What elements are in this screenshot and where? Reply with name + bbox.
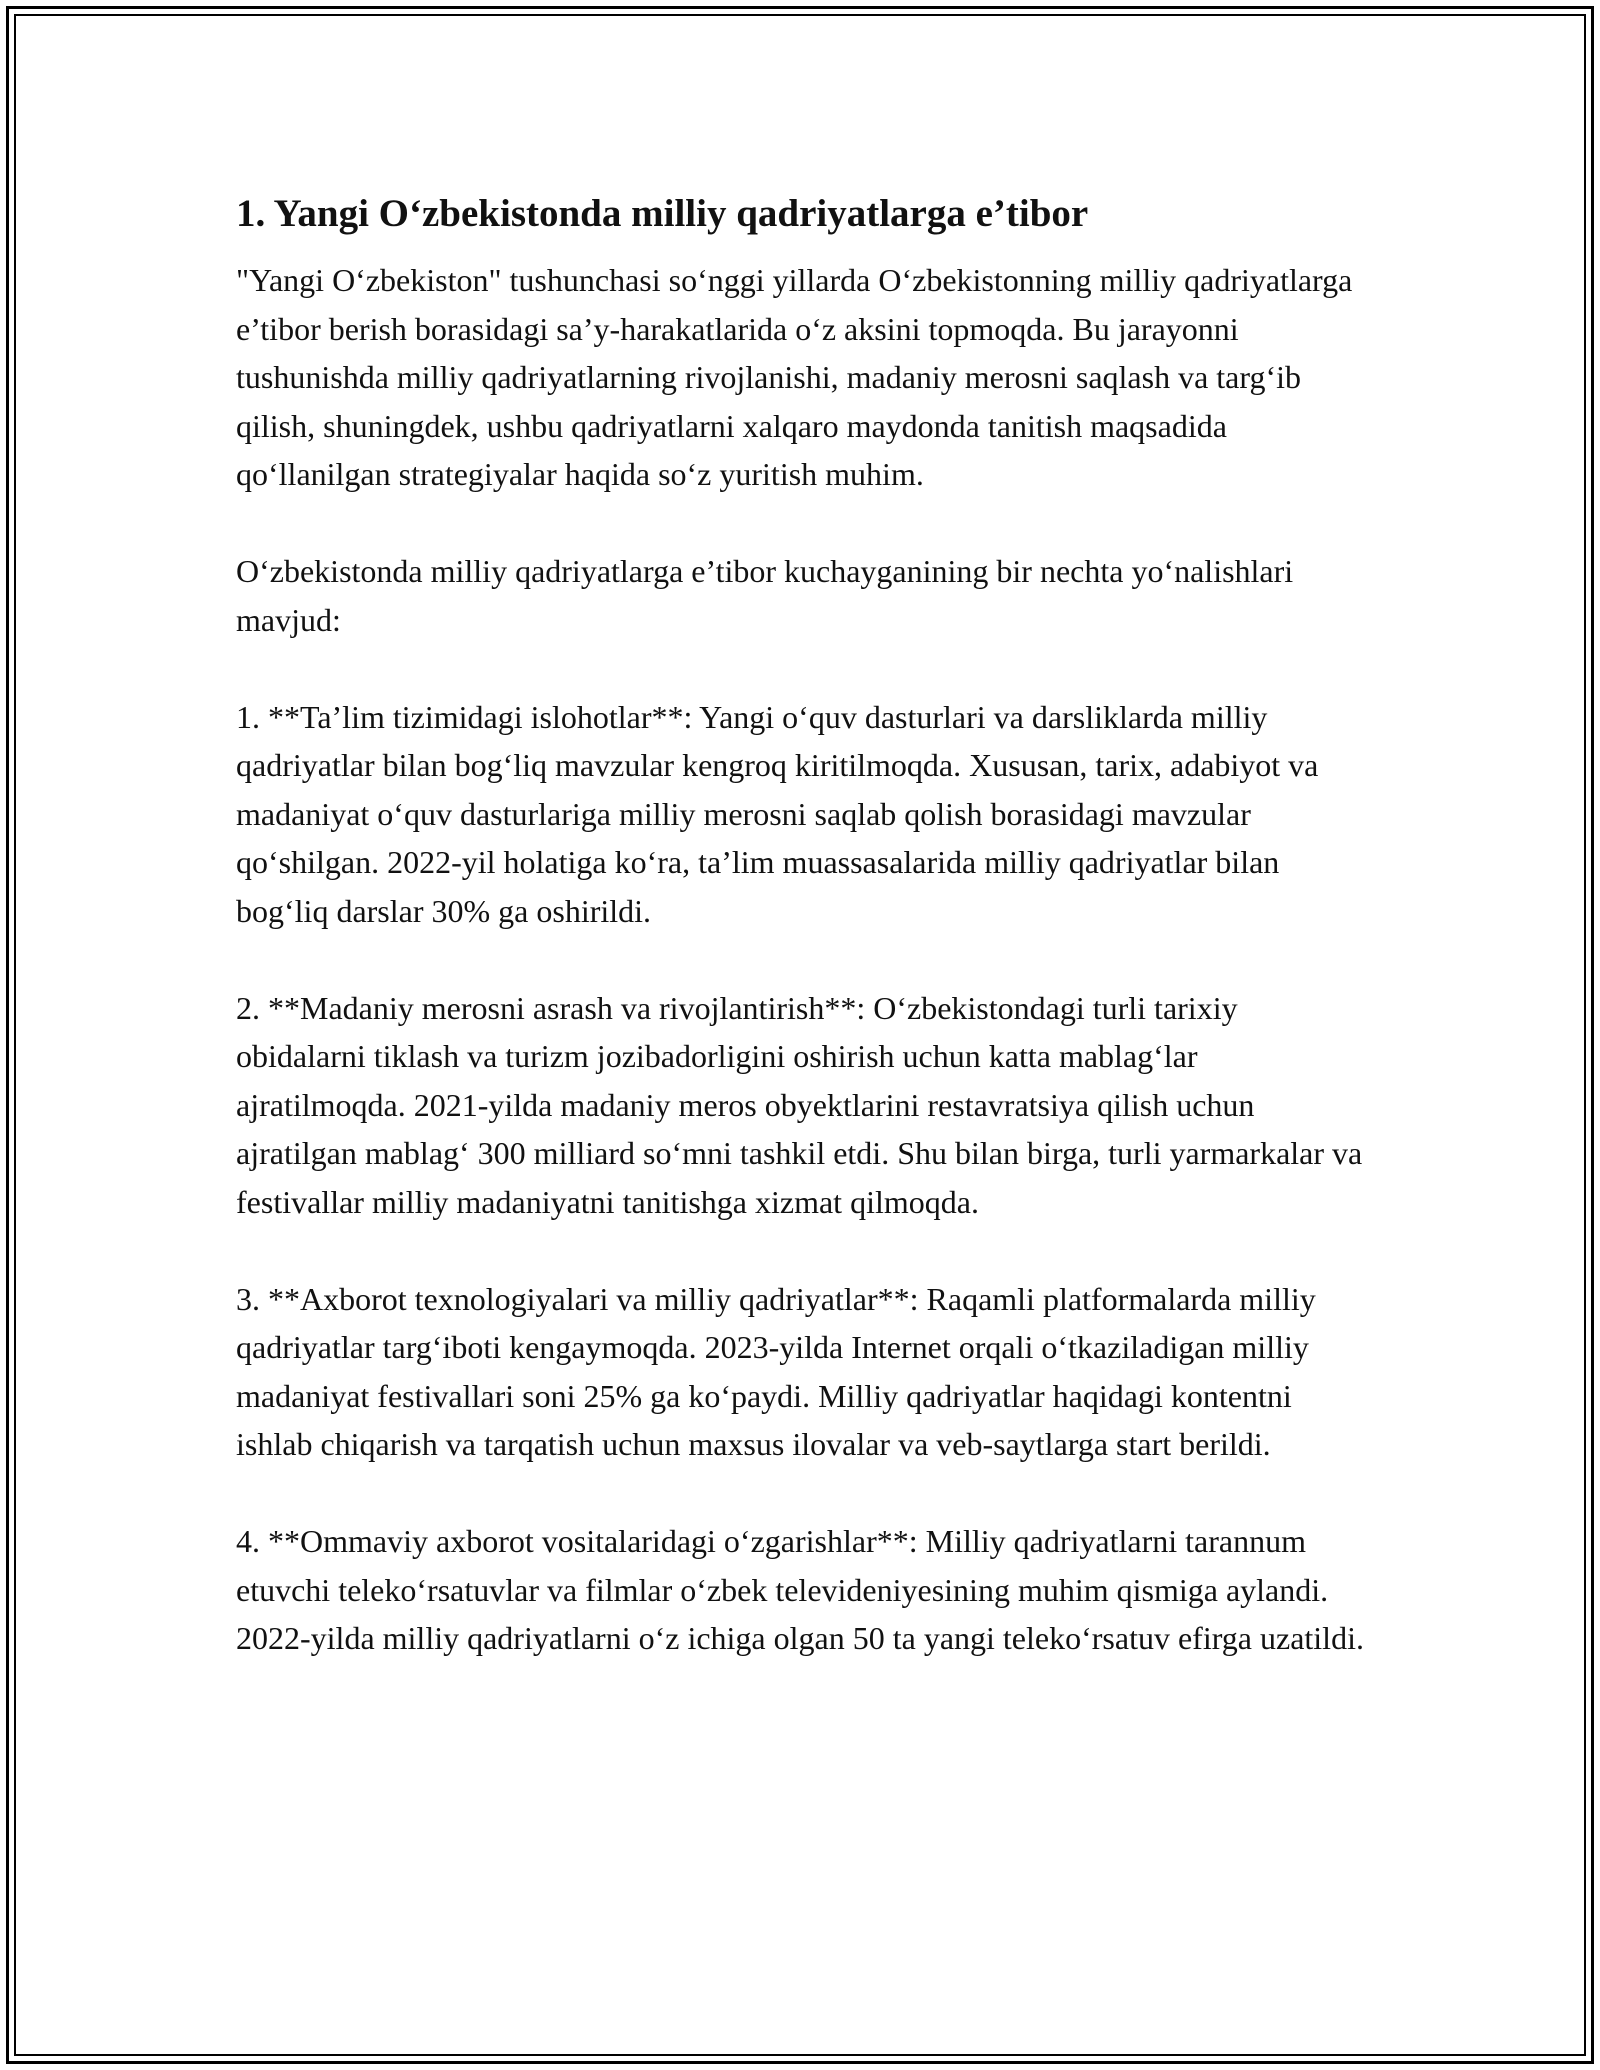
document-body [236,188,1366,1663]
list-item-information-technology: 3. **Axborot texnologiyalari va milliy qadriyatlar**: Raqamli platformalarda milliy qadriyatlar targ‘iboti kengaymoqda. 2023-yilda Internet orqali o‘tkaziladigan milliy madaniyat festivallari soni 25% ga ko‘paydi. Milliy qadriyatlar haqidagi kontentni ishlab chiqarish va tarqatish uchun maxsus ilovalar va veb-saytlarga start berildi. [236,1280,1316,1462]
list-item-mass-media: 4. **Ommaviy axborot vositalaridagi o‘zgarishlar**: Milliy qadriyatlarni tarannum etuvchi teleko‘rsatuvlar va filmlar o‘zbek televideniyesining muhim qismiga aylandi. 2022-yilda milliy qadriyatlarni o‘z ichiga olgan 50 ta yangi teleko‘rsatuv efirga uzatildi. [236,1523,1364,1656]
directions-intro-paragraph: O‘zbekistonda milliy qadriyatlarga e’tibor kuchayganining bir nechta yo‘nalishlari mavjud: [236,553,1294,638]
intro-paragraph: "Yangi O‘zbekiston" tushunchasi so‘nggi yillarda O‘zbekistonning milliy qadriyatlarga e’tibor berish borasidagi sa’y-harakatlarida o‘z aksini topmoqda. Bu jarayonni tushunishda milliy qadriyatlarning rivojlanishi, madaniy merosni saqlash va targ‘ib qilish, shuningdek, ushbu qadriyatlarni xalqaro maydonda tanitish maqsadida qo‘llanilgan strategiyalar haqida so‘z yuritish muhim. [236,262,1353,492]
list-item-cultural-heritage: 2. **Madaniy merosni asrash va rivojlantirish**: O‘zbekistondagi turli tarixiy obidalarni tiklash va turizm jozibadorligini oshirish uchun katta mablag‘lar ajratilmoqda. 2021-yilda madaniy meros obyektlarini restavratsiya qilish uchun ajratilgan mablag‘ 300 milliard so‘mni tashkil etdi. Shu bilan birga, turli yarmarkalar va festivallar milliy madaniyatni tanitishga xizmat qilmoqda. [236,989,1363,1220]
list-item-education-reforms: 1. **Ta’lim tizimidagi islohotlar**: Yangi o‘quv dasturlari va darsliklarda milliy qadriyatlar bilan bog‘liq mavzular kengroq kiritilmoqda. Xususan, tarix, adabiyot va madaniyat o‘quv dasturlariga milliy merosni saqlab qolish borasidagi mavzular qo‘shilgan. 2022-yil holatiga ko‘ra, ta’lim muassasalarida milliy qadriyatlar bilan bog‘liq darslar 30% ga oshirildi. [236,698,1319,929]
section-heading: 1. Yangi O‘zbekistonda milliy qadriyatlarga e’tibor [236,192,1089,235]
